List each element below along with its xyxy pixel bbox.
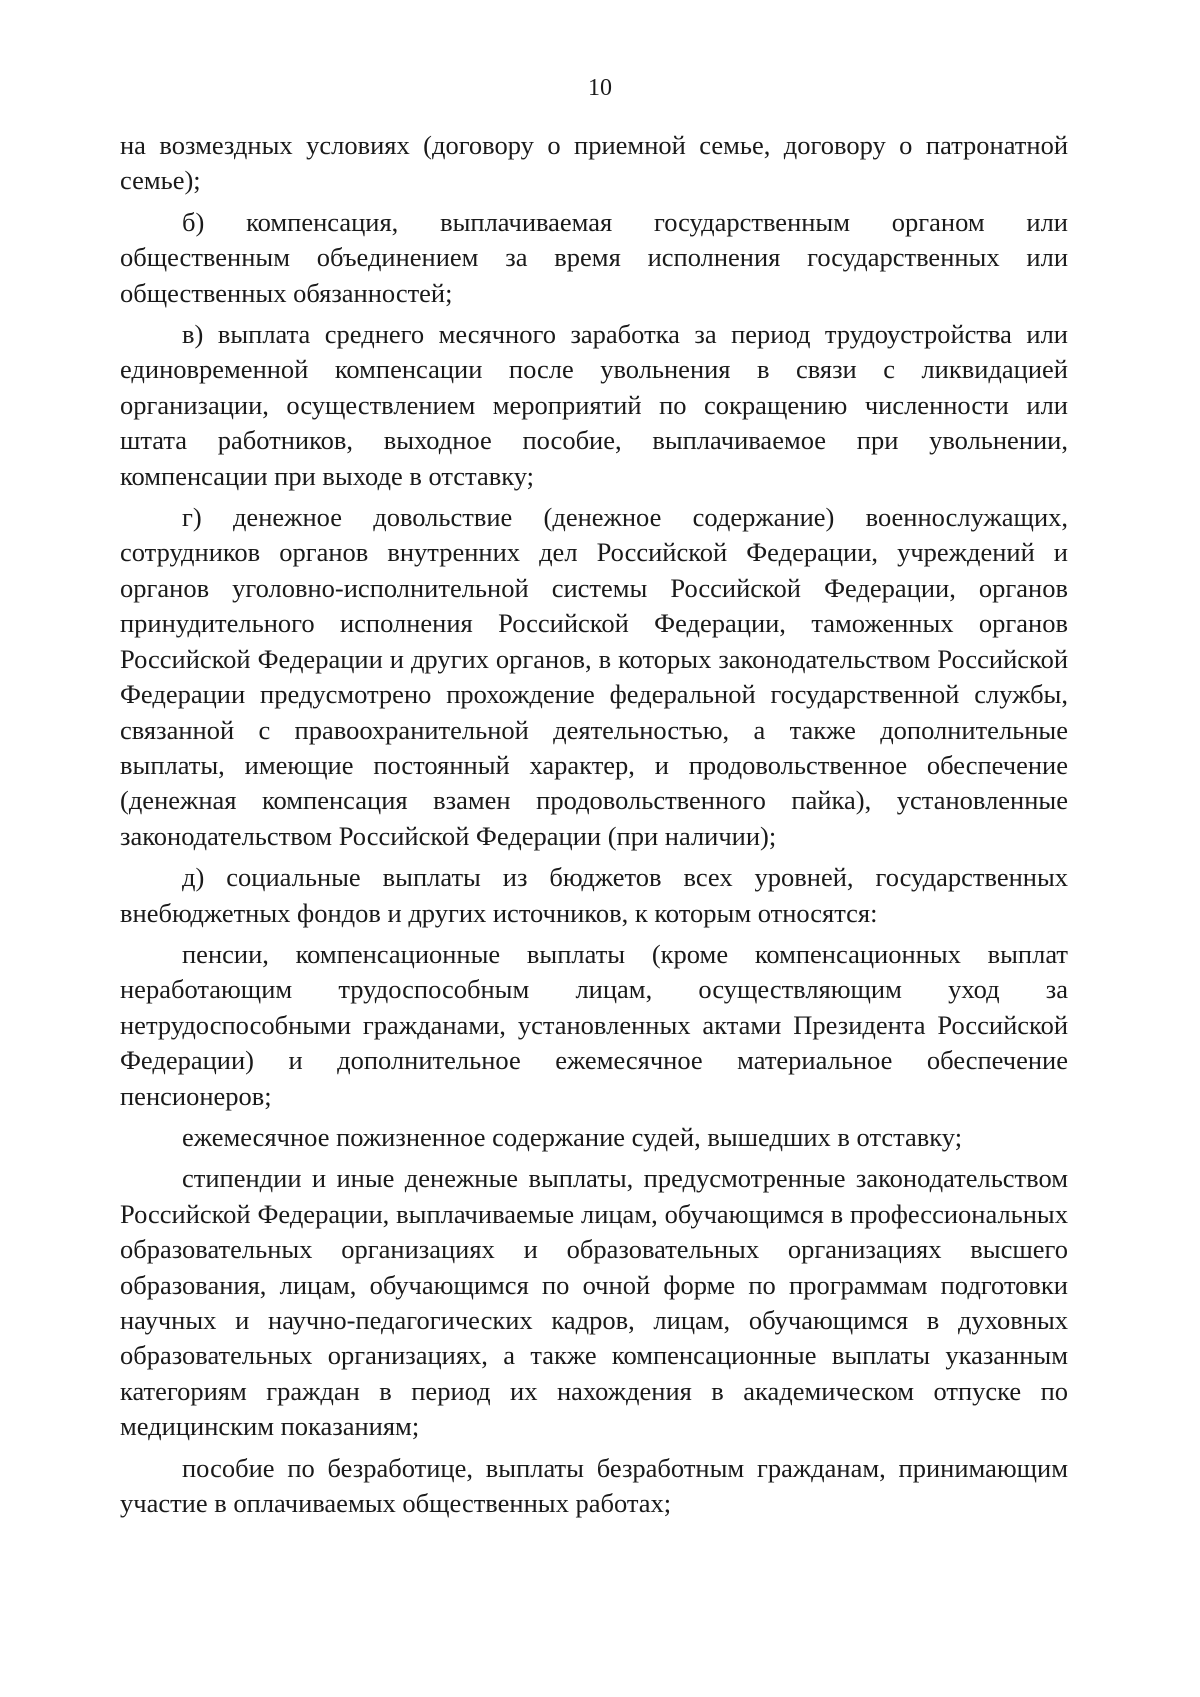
paragraph-item-v: в) выплата среднего месячного заработка за период трудоустройства или единовременной компенсации после увольнения в связи с ликвидацией организации, осуществлением мероприятий по сокращению численности или штата работников, выходное пособие, выплачиваемое при увольнении, компенсации при выходе в отставку;: [120, 319, 1068, 491]
page-number: 10: [588, 75, 612, 101]
paragraph-continuation: на возмездных условиях (договору о приемной семье, договору о патронатной семье);: [120, 130, 1068, 196]
paragraph-item-d: д) социальные выплаты из бюджетов всех уровней, государственных внебюджетных фондов и других источников, к которым относятся:: [120, 862, 1068, 928]
paragraph-unemployment: пособие по безработице, выплаты безработным гражданам, принимающим участие в оплачиваемых общественных работах;: [120, 1452, 1068, 1519]
paragraph-scholarships: стипендии и иные денежные выплаты, предусмотренные законодательством Российской Федерации, выплачиваемые лицам, обучающимся в профессиональных образовательных организациях и образовательных организациях высшего образования, лицам, обучающимся по очной форме по программам подготовки научных и научно-педагогических кадров, лицам, обучающимся в духовных образовательных организациях, а также компенсационные выплаты указанным категориям граждан в период их нахождения в академическом отпуске по медицинским показаниям;: [120, 1163, 1068, 1442]
paragraph-item-g: г) денежное довольствие (денежное содержание) военнослужащих, сотрудников органов внутренних дел Российской Федерации, учреждений и органов уголовно-исполнительной системы Российской Федерации, органов принудительного исполнения Российской Федерации, таможенных органов Российской Федерации и других органов, в которых законодательством Российской Федерации предусмотрено прохождение федеральной государственной службы, связанной с правоохранительной деятельностью, а также дополнительные выплаты, имеющие постоянный характер, и продовольственное обеспечение (денежная компенсация взамен продовольственного пайка), установленные законодательством Российской Федерации (при наличии);: [120, 502, 1068, 851]
paragraph-pensions: пенсии, компенсационные выплаты (кроме компенсационных выплат неработающим трудоспособным лицам, осуществляющим уход за нетрудоспособными гражданами, установленных актами Президента Российской Федерации) и дополнительное ежемесячное материальное обеспечение пенсионеров;: [120, 938, 1068, 1111]
paragraph-judges-allowance: ежемесячное пожизненное содержание судей, вышедших в отставку;: [182, 1121, 963, 1152]
document-body: [120, 128, 1068, 1527]
paragraph-item-b: б) компенсация, выплачиваемая государственным органом или общественным объединением за время исполнения государственных или общественных обязанностей;: [120, 206, 1068, 308]
